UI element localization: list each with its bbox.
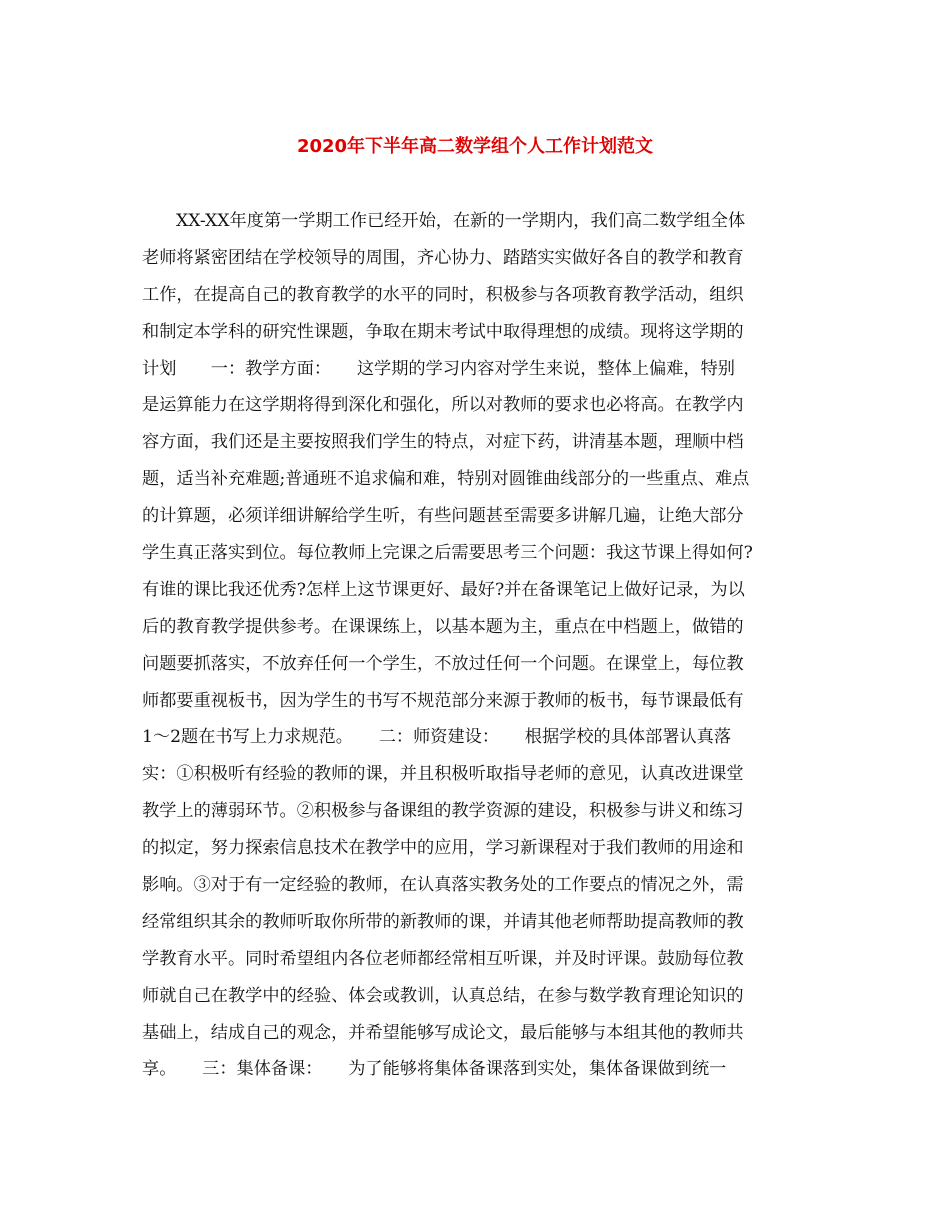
body-line: 教学上的薄弱环节。②积极参与备课组的教学资源的建设，积极参与讲义和练习: [142, 801, 744, 822]
body-line: 师都要重视板书，因为学生的书写不规范部分来源于教师的板书，每节课最低有: [142, 690, 744, 711]
body-line: 基础上，结成自己的观念，并希望能够写成论文，最后能够与本组其他的教师共: [142, 1022, 744, 1043]
body-line: 经常组织其余的教师听取你所带的新教师的课，并请其他老师帮助提高教师的教: [142, 911, 744, 932]
body-line: 问题要抓落实，不放弃任何一个学生，不放过任何一个问题。在课堂上，每位教: [142, 653, 744, 674]
body-line: XX-XX年度第一学期工作已经开始，在新的一学期内，我们高二数学组全体: [176, 211, 746, 231]
body-line: 的拟定，努力探索信息技术在教学中的应用，学习新课程对于我们教师的用途和: [142, 838, 744, 859]
body-line: 1～2题在书写上力求规范。 二：师资建设： 根据学校的具体部署认真落: [142, 727, 732, 748]
body-line: 计划 一：教学方面： 这学期的学习内容对学生来说，整体上偏难，特别: [142, 358, 735, 379]
body-line: 学生真正落实到位。每位教师上完课之后需要思考三个问题：我这节课上得如何?: [142, 543, 753, 564]
body-line: 实：①积极听有经验的教师的课，并且积极听取指导老师的意见，认真改进课堂: [142, 764, 744, 785]
body-line: 和制定本学科的研究性课题，争取在期末考试中取得理想的成绩。现将这学期的: [142, 321, 744, 342]
document-body: [142, 203, 806, 1088]
document-title: 2020年下半年高二数学组个人工作计划范文: [296, 136, 654, 157]
body-line: 师就自己在教学中的经验、体会或教训，认真总结，在参与数学教育理论知识的: [142, 985, 744, 1006]
body-line: 影响。③对于有一定经验的教师，在认真落实教务处的工作要点的情况之外，需: [142, 875, 744, 896]
body-line: 题，适当补充难题;普通班不追求偏和难，特别对圆锥曲线部分的一些重点、难点: [142, 469, 750, 490]
body-line: 工作，在提高自己的教育教学的水平的同时，积极参与各项教育教学活动，组织: [142, 284, 744, 305]
body-line: 后的教育教学提供参考。在课课练上，以基本题为主，重点在中档题上，做错的: [142, 616, 744, 637]
body-line: 享。 三：集体备课： 为了能够将集体备课落到实处，集体备课做到统一: [142, 1059, 727, 1080]
body-line: 的计算题，必须详细讲解给学生听，有些问题甚至需要多讲解几遍，让绝大部分: [142, 506, 744, 527]
body-line: 是运算能力在这学期将得到深化和强化，所以对教师的要求也必将高。在教学内: [142, 395, 744, 416]
body-line: 学教育水平。同时希望组内各位老师都经常相互听课，并及时评课。鼓励每位教: [142, 948, 744, 969]
body-line: 容方面，我们还是主要按照我们学生的特点，对症下药，讲清基本题，理顺中档: [142, 432, 744, 453]
body-line: 老师将紧密团结在学校领导的周围，齐心协力、踏踏实实做好各自的教学和教育: [142, 247, 744, 268]
body-line: 有谁的课比我还优秀?怎样上这节课更好、最好?并在备课笔记上做好记录，为以: [142, 579, 745, 600]
